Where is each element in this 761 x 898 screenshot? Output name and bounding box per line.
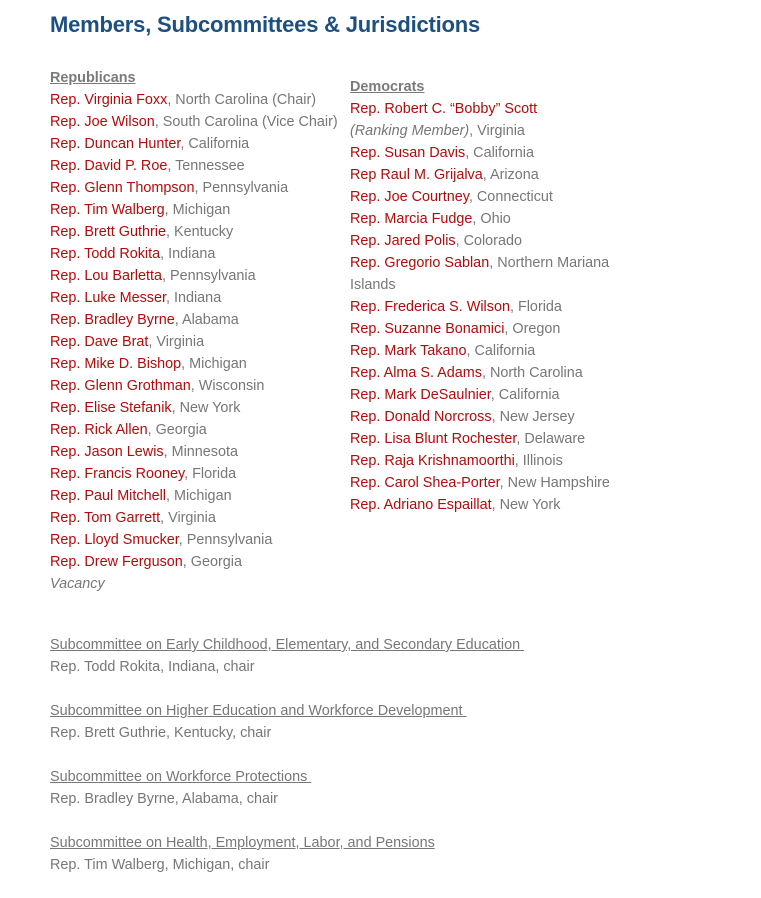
member-item: [50, 485, 350, 507]
member-state: , Wisconsin: [190, 378, 265, 394]
vacancy-label: Vacancy: [50, 576, 105, 592]
member-name[interactable]: Rep. Gregorio Sablan: [350, 255, 490, 271]
subcommittee-link[interactable]: Subcommittee on Early Childhood, Elementary, and Secondary Education: [50, 637, 525, 653]
member-name[interactable]: Rep. Mark Takano: [350, 343, 467, 359]
member-item: [50, 221, 350, 243]
member-name[interactable]: Rep. Mark DeSaulnier: [350, 387, 491, 403]
member-item: [350, 472, 640, 494]
member-state: , Michigan: [165, 488, 232, 504]
member-item: [50, 199, 350, 221]
subcommittee-item: [50, 766, 650, 810]
subcommittee-chair: Rep. Bradley Byrne, Alabama, chair: [50, 791, 278, 807]
subcommittee-item: [50, 634, 650, 678]
member-state: , Alabama: [174, 312, 239, 328]
member-state: , Georgia: [182, 554, 242, 570]
member-name[interactable]: Rep. Joe Wilson: [50, 114, 155, 130]
member-item-ranking: [350, 98, 640, 120]
member-item: [50, 397, 350, 419]
republicans-heading[interactable]: Republicans: [50, 70, 136, 86]
member-name[interactable]: Rep. Lisa Blunt Rochester: [350, 431, 517, 447]
subcommittee-item: [50, 700, 650, 744]
member-item: [350, 340, 640, 362]
member-item: [350, 318, 640, 340]
member-name[interactable]: Rep. Dave Brat: [50, 334, 149, 350]
member-state: , Florida: [184, 466, 237, 482]
member-name[interactable]: Rep. Carol Shea-Porter: [350, 475, 500, 491]
member-name[interactable]: Rep. Alma S. Adams: [350, 365, 482, 381]
member-state: , California: [180, 136, 250, 152]
ranking-member-role: (Ranking Member): [350, 123, 470, 139]
member-item: [350, 230, 640, 252]
member-name[interactable]: Rep. Robert C. “Bobby” Scott: [350, 101, 538, 117]
member-item: [350, 186, 640, 208]
member-item: [50, 177, 350, 199]
member-name[interactable]: Rep. Virginia Foxx: [50, 92, 168, 108]
member-state: , California: [490, 387, 560, 403]
member-item: [350, 208, 640, 230]
member-state: , New Jersey: [491, 409, 575, 425]
member-name[interactable]: Rep. Frederica S. Wilson: [350, 299, 510, 315]
member-item: [50, 155, 350, 177]
subcommittee-item: [50, 832, 650, 876]
member-item: [50, 133, 350, 155]
member-state: , New York: [491, 497, 561, 513]
member-state: , Arizona: [482, 167, 539, 183]
subcommittee-link[interactable]: Subcommittee on Health, Employment, Labor, and Pensions: [50, 835, 435, 851]
member-state: , New Hampshire: [499, 475, 610, 491]
member-name[interactable]: Rep. Bradley Byrne: [50, 312, 175, 328]
republicans-list: [50, 89, 350, 573]
member-item: [50, 507, 350, 529]
member-state: , Indiana: [160, 246, 216, 262]
member-name[interactable]: Rep. David P. Roe: [50, 158, 168, 174]
member-item: [50, 419, 350, 441]
subcommittee-chair: Rep. Brett Guthrie, Kentucky, chair: [50, 725, 272, 741]
member-name[interactable]: Rep. Jared Polis: [350, 233, 456, 249]
ranking-role-line: [350, 120, 640, 142]
member-item: [50, 331, 350, 353]
member-name[interactable]: Rep. Suzanne Bonamici: [350, 321, 505, 337]
member-state: , Ohio: [472, 211, 511, 227]
member-state: , California: [466, 343, 536, 359]
member-state: , Virginia: [148, 334, 205, 350]
member-item: [50, 287, 350, 309]
member-item: [350, 428, 640, 450]
member-name[interactable]: Rep Raul M. Grijalva: [350, 167, 483, 183]
member-item: [50, 243, 350, 265]
member-state: , North Carolina (Chair): [167, 92, 317, 108]
member-name[interactable]: Rep. Elise Stefanik: [50, 400, 172, 416]
member-item: [350, 142, 640, 164]
member-item: [50, 309, 350, 331]
member-state: , Connecticut: [468, 189, 553, 205]
member-item: [350, 252, 640, 296]
member-name[interactable]: Rep. Donald Norcross: [350, 409, 492, 425]
member-item: [50, 353, 350, 375]
member-name[interactable]: Rep. Duncan Hunter: [50, 136, 181, 152]
member-name[interactable]: Rep. Lou Barletta: [50, 268, 162, 284]
member-state: , Indiana: [165, 290, 222, 306]
member-item: [50, 111, 350, 133]
member-item: [50, 551, 350, 573]
member-state: , Virginia: [469, 123, 525, 139]
member-item: [50, 265, 350, 287]
member-name[interactable]: Rep. Francis Rooney: [50, 466, 185, 482]
member-state: , Minnesota: [163, 444, 238, 460]
member-state: , Kentucky: [165, 224, 234, 240]
member-item: [50, 463, 350, 485]
member-name[interactable]: Rep. Joe Courtney: [350, 189, 469, 205]
member-state: , South Carolina (Vice Chair): [154, 114, 338, 130]
member-item: [50, 529, 350, 551]
member-state: , New York: [171, 400, 241, 416]
member-name[interactable]: Rep. Glenn Grothman: [50, 378, 191, 394]
page-title: Members, Subcommittees & Jurisdictions: [50, 12, 481, 37]
subcommittees-list: [50, 634, 650, 898]
member-state: , Northern Mariana Islands: [350, 255, 610, 293]
member-item: [350, 406, 640, 428]
member-state: , Oregon: [504, 321, 561, 337]
democrats-heading[interactable]: Democrats: [350, 79, 425, 95]
member-state: , Pennsylvania: [162, 268, 256, 284]
member-name[interactable]: Rep. Drew Ferguson: [50, 554, 183, 570]
member-state: , Delaware: [516, 431, 586, 447]
member-state: , North Carolina: [481, 365, 583, 381]
subcommittee-chair: Rep. Todd Rokita, Indiana, chair: [50, 659, 255, 675]
member-name[interactable]: Rep. Lloyd Smucker: [50, 532, 179, 548]
member-item: [50, 441, 350, 463]
member-state: , California: [465, 145, 534, 161]
member-item: [50, 89, 350, 111]
member-state: , Michigan: [181, 356, 247, 372]
subcommittee-chair: Rep. Tim Walberg, Michigan, chair: [50, 857, 270, 873]
member-name[interactable]: Rep. Rick Allen: [50, 422, 148, 438]
member-item: [350, 164, 640, 186]
member-state: , Pennsylvania: [178, 532, 273, 548]
member-item: [350, 296, 640, 318]
member-state: , Michigan: [164, 202, 231, 218]
republicans-column: [50, 67, 350, 595]
subcommittee-link[interactable]: Subcommittee on Higher Education and Workforce Development: [50, 703, 467, 719]
member-name[interactable]: Rep. Paul Mitchell: [50, 488, 166, 504]
member-state: , Illinois: [514, 453, 563, 469]
member-name[interactable]: Rep. Glenn Thompson: [50, 180, 195, 196]
member-name[interactable]: Rep. Susan Davis: [350, 145, 466, 161]
member-state: , Virginia: [160, 510, 216, 526]
democrats-list: [350, 142, 640, 516]
member-state: , Colorado: [455, 233, 522, 249]
member-name[interactable]: Rep. Raja Krishnamoorthi: [350, 453, 515, 469]
member-name[interactable]: Rep. Jason Lewis: [50, 444, 164, 460]
member-item: [50, 375, 350, 397]
member-name[interactable]: Rep. Adriano Espaillat: [350, 497, 492, 513]
subcommittee-link[interactable]: Subcommittee on Workforce Protections: [50, 769, 312, 785]
member-item: [350, 494, 640, 516]
member-item: [350, 384, 640, 406]
member-name[interactable]: Rep. Luke Messer: [50, 290, 166, 306]
member-name[interactable]: Rep. Brett Guthrie: [50, 224, 166, 240]
member-name[interactable]: Rep. Tom Garrett: [50, 510, 161, 526]
member-state: , Pennsylvania: [194, 180, 289, 196]
member-name[interactable]: Rep. Mike D. Bishop: [50, 356, 182, 372]
member-name[interactable]: Rep. Marcia Fudge: [350, 211, 473, 227]
member-name[interactable]: Rep. Tim Walberg: [50, 202, 165, 218]
member-item: [350, 450, 640, 472]
democrats-column: [350, 76, 640, 516]
member-state: , Georgia: [147, 422, 207, 438]
member-state: , Florida: [509, 299, 562, 315]
member-item: [350, 362, 640, 384]
member-name[interactable]: Rep. Todd Rokita: [50, 246, 161, 262]
member-state: , Tennessee: [167, 158, 245, 174]
